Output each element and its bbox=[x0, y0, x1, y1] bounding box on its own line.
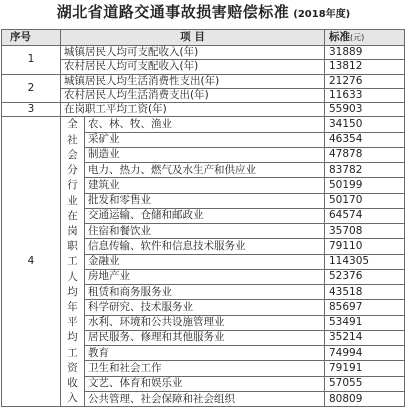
industry-label: 居民服务、修理和其他服务业 bbox=[85, 330, 325, 345]
industry-value: 114305 bbox=[325, 254, 405, 269]
table-row bbox=[2, 88, 405, 102]
industry-value: 64574 bbox=[325, 208, 405, 223]
header-no: 序号 bbox=[2, 30, 61, 46]
industry-label: 住宿和餐饮业 bbox=[85, 224, 325, 239]
table-row bbox=[2, 46, 405, 60]
industry-value: 83782 bbox=[325, 163, 405, 178]
item-label: 城镇居民人均生活消费性支出(年) bbox=[61, 74, 325, 88]
row-number: 1 bbox=[2, 46, 61, 75]
industry-label: 农、林、牧、渔业 bbox=[85, 117, 325, 132]
industry-label: 制造业 bbox=[85, 147, 325, 162]
item-label: 农村居民人均生活消费支出(年) bbox=[61, 88, 325, 102]
header-unit: (元) bbox=[350, 33, 365, 42]
industry-label: 水利、环境和公共设施管理业 bbox=[85, 315, 325, 330]
industry-value: 53491 bbox=[325, 315, 405, 330]
industry-value: 52376 bbox=[325, 269, 405, 284]
industry-label: 公共管理、社会保障和社会组织 bbox=[85, 391, 325, 406]
table-row bbox=[2, 60, 405, 74]
table-row bbox=[2, 103, 405, 117]
standard-value: 55903 bbox=[325, 103, 405, 117]
page-title: 湖北省道路交通事故损害赔偿标准 bbox=[56, 3, 290, 21]
industry-value: 35708 bbox=[325, 224, 405, 239]
page-header bbox=[0, 0, 407, 24]
item-label: 城镇居民人均可支配收入(年) bbox=[61, 46, 325, 60]
industry-value: 43518 bbox=[325, 285, 405, 300]
industry-value: 46354 bbox=[325, 132, 405, 147]
industry-value: 85697 bbox=[325, 300, 405, 315]
category-vertical-label: 全社会分行业在岗职工人均年平均工资收入 bbox=[61, 117, 85, 407]
industry-label: 信息传输、软件和信息技术服务业 bbox=[85, 239, 325, 254]
industry-label: 科学研究、技术服务业 bbox=[85, 300, 325, 315]
industry-label: 采矿业 bbox=[85, 132, 325, 147]
industry-label: 建筑业 bbox=[85, 178, 325, 193]
industry-value: 80809 bbox=[325, 391, 405, 406]
row-number: 3 bbox=[2, 103, 61, 117]
industry-value: 50199 bbox=[325, 178, 405, 193]
industry-label: 教育 bbox=[85, 346, 325, 361]
industry-label: 房地产业 bbox=[85, 269, 325, 284]
item-label: 农村居民人均可支配收入(年) bbox=[61, 60, 325, 74]
row-number: 4 bbox=[2, 117, 61, 407]
standard-value: 13812 bbox=[325, 60, 405, 74]
standard-value: 21276 bbox=[325, 74, 405, 88]
industry-value: 57055 bbox=[325, 376, 405, 391]
industry-value: 47878 bbox=[325, 147, 405, 162]
industry-label: 交通运输、仓储和邮政业 bbox=[85, 208, 325, 223]
industry-value: 79110 bbox=[325, 239, 405, 254]
standard-value: 31889 bbox=[325, 46, 405, 60]
industry-label: 租赁和商务服务业 bbox=[85, 285, 325, 300]
header-standard bbox=[325, 30, 405, 46]
compensation-table bbox=[1, 29, 405, 407]
table-body bbox=[2, 46, 405, 407]
item-label: 在岗职工平均工资(年) bbox=[61, 103, 325, 117]
table-row bbox=[2, 117, 405, 132]
industry-value: 50170 bbox=[325, 193, 405, 208]
industry-label: 批发和零售业 bbox=[85, 193, 325, 208]
industry-label: 卫生和社会工作 bbox=[85, 361, 325, 376]
standard-value: 11633 bbox=[325, 88, 405, 102]
industry-label: 文艺、体育和娱乐业 bbox=[85, 376, 325, 391]
table-row bbox=[2, 74, 405, 88]
industry-value: 34150 bbox=[325, 117, 405, 132]
industry-value: 74994 bbox=[325, 346, 405, 361]
industry-label: 电力、热力、燃气及水生产和供应业 bbox=[85, 163, 325, 178]
industry-value: 35214 bbox=[325, 330, 405, 345]
industry-label: 金融业 bbox=[85, 254, 325, 269]
header-standard-label: 标准 bbox=[329, 31, 350, 43]
header-item: 项 目 bbox=[61, 30, 325, 46]
row-number: 2 bbox=[2, 74, 61, 103]
table-header-row bbox=[2, 30, 405, 46]
industry-value: 79191 bbox=[325, 361, 405, 376]
page-subtitle: (2018年度) bbox=[293, 9, 351, 20]
